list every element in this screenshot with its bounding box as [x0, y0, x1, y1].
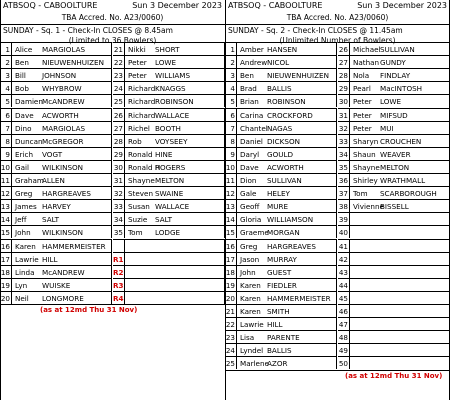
bowler-first-name: Richard	[125, 94, 153, 107]
bowler-first-name: Graham	[12, 173, 40, 186]
bowler-first-name: Gloria	[237, 212, 265, 225]
bowler-first-name: Daniel	[237, 134, 265, 147]
bowler-first-name: Nikki	[125, 42, 153, 55]
bowler-last-name: LONGMORE	[40, 291, 112, 304]
event-title: ATBSOQ - CABOOLTURE	[3, 1, 98, 10]
bowler-last-name: SULLIVAN	[265, 173, 337, 186]
bowler-last-name: WILLIAMS	[153, 68, 225, 81]
bowler-first-name: John	[12, 225, 40, 238]
event-title: ATBSOQ - CABOOLTURE	[228, 1, 323, 10]
bowler-first-name: John	[237, 265, 265, 278]
event-date: Sun 3 December 2023	[132, 1, 222, 10]
row-number: 6	[0, 108, 12, 121]
bowler-first-name: Karen	[12, 239, 40, 252]
bowler-first-name: Shayne	[350, 160, 378, 173]
as-at-note: (as at 12md Thu 31 Nov)	[40, 306, 138, 314]
accreditation-number: TBA Accred. No. A23/0060)	[61, 13, 164, 22]
row-number: 7	[0, 121, 12, 134]
bowler-last-name	[378, 212, 450, 225]
bowler-last-name: DICKSON	[265, 134, 337, 147]
bowler-first-name: Gail	[12, 160, 40, 173]
bowler-first-name: Dave	[12, 108, 40, 121]
bowler-first-name: Erich	[12, 147, 40, 160]
bowler-first-name: Alice	[12, 42, 40, 55]
bowler-last-name: NAGAS	[265, 121, 337, 134]
bowler-first-name: Bob	[12, 81, 40, 94]
row-number: 20	[0, 291, 12, 304]
bowler-first-name: Nathan	[350, 55, 378, 68]
bowler-last-name: ACWORTH	[265, 160, 337, 173]
bowler-first-name	[350, 356, 378, 369]
bowler-last-name: FIEDLER	[265, 278, 337, 291]
row-number: 38	[338, 199, 350, 212]
row-number: 16	[225, 239, 237, 252]
bowler-first-name: Vivienne	[350, 199, 378, 212]
bowler-last-name: HELEY	[265, 186, 337, 199]
row-number: 45	[338, 291, 350, 304]
row-number: 22	[225, 317, 237, 330]
row-number: 26	[338, 42, 350, 55]
row-number: R3	[113, 278, 125, 291]
bowler-first-name: Peter	[350, 108, 378, 121]
bowler-last-name: McANDREW	[40, 265, 112, 278]
row-number: 22	[113, 55, 125, 68]
bowler-first-name: Peter	[350, 121, 378, 134]
row-number	[113, 239, 125, 252]
bowler-last-name: SULLIVAN	[378, 42, 450, 55]
bowler-last-name	[153, 252, 225, 265]
row-number: 15	[0, 225, 12, 238]
bowler-last-name: CROCKFORD	[265, 108, 337, 121]
bowler-first-name: Neil	[12, 291, 40, 304]
bowler-last-name: BOOTH	[153, 121, 225, 134]
bowler-last-name: KNAGGS	[153, 81, 225, 94]
row-number: 34	[113, 212, 125, 225]
bowler-first-name: Lisa	[237, 330, 265, 343]
bowler-first-name: Susan	[125, 199, 153, 212]
row-number: 11	[225, 173, 237, 186]
bowler-first-name: Peter	[125, 68, 153, 81]
bowler-first-name: Carina	[237, 108, 265, 121]
row-number: 4	[0, 81, 12, 94]
bowler-last-name	[378, 252, 450, 265]
bowler-last-name: LODGE	[153, 225, 225, 238]
bowler-first-name: Shayne	[125, 173, 153, 186]
row-number: 49	[338, 343, 350, 356]
bowler-first-name: Tom	[125, 225, 153, 238]
bowler-first-name: Daryl	[237, 147, 265, 160]
bowler-first-name: Damien	[12, 94, 40, 107]
row-number: 9	[225, 147, 237, 160]
event-date: Sun 3 December 2023	[357, 1, 447, 10]
bowler-first-name: Sharyn	[350, 134, 378, 147]
bowler-first-name: Greg	[12, 186, 40, 199]
bowler-last-name	[378, 239, 450, 252]
bowler-last-name: MIFSUD	[378, 108, 450, 121]
bowler-last-name	[378, 343, 450, 356]
bowler-last-name: ROBINSON	[265, 94, 337, 107]
row-number: 20	[225, 291, 237, 304]
bowler-last-name	[378, 225, 450, 238]
row-number: 13	[0, 199, 12, 212]
bowler-first-name: Ben	[12, 55, 40, 68]
bowler-last-name: McGREGOR	[40, 134, 112, 147]
bowler-last-name: MELTON	[378, 160, 450, 173]
bowler-last-name: WILKINSON	[40, 225, 112, 238]
bowler-first-name: Dino	[12, 121, 40, 134]
sectional-2-panel	[225, 0, 450, 400]
bowler-first-name: Michael	[350, 42, 378, 55]
row-number: 1	[225, 42, 237, 55]
row-number: 25	[225, 356, 237, 369]
bowler-first-name	[350, 252, 378, 265]
row-number: 39	[338, 212, 350, 225]
row-number: 34	[338, 147, 350, 160]
bowler-first-name: Steven	[125, 186, 153, 199]
bowler-last-name: McANDREW	[40, 94, 112, 107]
bowler-last-name: NIEUWENHUIZEN	[265, 68, 337, 81]
bowler-first-name	[125, 252, 153, 265]
bowler-last-name	[378, 330, 450, 343]
row-number: 23	[113, 68, 125, 81]
bowler-last-name: BALLIS	[265, 343, 337, 356]
bowler-first-name: Greg	[237, 239, 265, 252]
row-number: 33	[338, 134, 350, 147]
bowler-last-name: WALLACE	[153, 199, 225, 212]
bowler-first-name	[350, 330, 378, 343]
bowler-last-name	[378, 304, 450, 317]
bowler-first-name: Peter	[125, 55, 153, 68]
bowler-first-name	[125, 291, 153, 304]
row-number: 3	[225, 68, 237, 81]
bowler-first-name: Richard	[125, 108, 153, 121]
bowler-first-name: Ben	[237, 68, 265, 81]
row-number: 10	[0, 160, 12, 173]
row-number: 41	[338, 239, 350, 252]
row-number: 29	[113, 147, 125, 160]
bowler-first-name: Lyn	[12, 278, 40, 291]
bowler-first-name: Andrew	[237, 55, 265, 68]
row-number: 16	[0, 239, 12, 252]
bowler-first-name: Jeff	[12, 212, 40, 225]
bowler-last-name: MUI	[378, 121, 450, 134]
row-number: 37	[338, 186, 350, 199]
bowler-last-name: HILL	[265, 317, 337, 330]
row-number: 8	[0, 134, 12, 147]
bowler-last-name: VOGT	[40, 147, 112, 160]
bowler-first-name	[350, 317, 378, 330]
table-bottom-rule	[225, 370, 450, 371]
row-number: 30	[338, 94, 350, 107]
bowler-last-name: SWAINE	[153, 186, 225, 199]
bowler-first-name	[125, 239, 153, 252]
bowler-first-name: Brian	[237, 94, 265, 107]
bowler-first-name: Pearl	[350, 81, 378, 94]
row-number: R2	[113, 265, 125, 278]
bowler-first-name: Suzie	[125, 212, 153, 225]
bowler-first-name	[350, 278, 378, 291]
row-number: 32	[113, 186, 125, 199]
bowler-last-name: MacINTOSH	[378, 81, 450, 94]
bowler-first-name: Dion	[237, 173, 265, 186]
row-number: 1	[0, 42, 12, 55]
bowler-last-name: NIEUWENHUIZEN	[40, 55, 112, 68]
bowler-first-name: Richel	[125, 121, 153, 134]
bowler-last-name: MARGIOLAS	[40, 121, 112, 134]
row-number: 14	[0, 212, 12, 225]
bowler-last-name: AZOR	[265, 356, 337, 369]
bowler-last-name: ROBINSON	[153, 94, 225, 107]
bowler-first-name: Richard	[125, 81, 153, 94]
bowler-first-name: Lawrie	[12, 252, 40, 265]
bowler-first-name: Tom	[350, 186, 378, 199]
bowler-last-name: ACWORTH	[40, 108, 112, 121]
bowler-first-name: Karen	[237, 278, 265, 291]
row-number: 3	[0, 68, 12, 81]
row-number: 10	[225, 160, 237, 173]
row-number: 25	[113, 94, 125, 107]
row-number: 47	[338, 317, 350, 330]
bowler-last-name: HILL	[40, 252, 112, 265]
bowler-first-name	[350, 304, 378, 317]
bowler-first-name	[125, 265, 153, 278]
session-heading: SUNDAY - Sq. 2 - Check-In CLOSES @ 11.45am	[225, 24, 450, 35]
bowler-last-name: SCARBOROUGH	[378, 186, 450, 199]
as-at-note: (as at 12md Thu 31 Nov)	[345, 371, 443, 380]
row-number: 35	[113, 225, 125, 238]
bowler-first-name: Geoff	[237, 199, 265, 212]
row-number: 33	[113, 199, 125, 212]
bowler-last-name: ALLEN	[40, 173, 112, 186]
row-number: 17	[0, 252, 12, 265]
row-number: 7	[225, 121, 237, 134]
bowler-last-name: HARVEY	[40, 199, 112, 212]
bowler-last-name: LOWE	[378, 94, 450, 107]
bowler-first-name: Gale	[237, 186, 265, 199]
session-limit: (Limited to 36 Bowlers)	[68, 36, 157, 45]
row-number: 8	[225, 134, 237, 147]
bowler-first-name	[350, 291, 378, 304]
bowler-last-name: LOWE	[153, 55, 225, 68]
bowler-last-name: BISSELL	[378, 199, 450, 212]
bowler-first-name: James	[12, 199, 40, 212]
row-number: 24	[113, 81, 125, 94]
bowler-last-name: HINE	[153, 147, 225, 160]
row-number: 5	[0, 94, 12, 107]
bowler-last-name: WILKINSON	[40, 160, 112, 173]
bowler-last-name: MORGAN	[265, 225, 337, 238]
row-number: 28	[113, 134, 125, 147]
bowler-last-name: WEAVER	[378, 147, 450, 160]
bowler-last-name: HANSEN	[265, 42, 337, 55]
bowler-last-name	[378, 265, 450, 278]
row-number: 6	[225, 108, 237, 121]
bowler-first-name	[125, 278, 153, 291]
row-number: 12	[0, 186, 12, 199]
row-number: 2	[0, 55, 12, 68]
bowler-last-name	[378, 356, 450, 369]
row-number: 42	[338, 252, 350, 265]
bowler-first-name: Ronald H	[125, 160, 153, 173]
bowler-last-name	[378, 278, 450, 291]
left-border	[0, 0, 1, 400]
bowler-first-name	[350, 343, 378, 356]
accreditation-number: TBA Accred. No. A23/0060)	[286, 13, 389, 22]
bowler-first-name: Ronald	[125, 147, 153, 160]
row-number: 46	[338, 304, 350, 317]
bowler-first-name	[350, 225, 378, 238]
row-number: 35	[338, 160, 350, 173]
row-number: 9	[0, 147, 12, 160]
bowler-first-name: Peter	[350, 94, 378, 107]
row-number: 18	[0, 265, 12, 278]
bowler-last-name: MURE	[265, 199, 337, 212]
bowler-first-name: Bill	[12, 68, 40, 81]
bowler-first-name: Nola	[350, 68, 378, 81]
row-number: 12	[225, 186, 237, 199]
bowler-last-name: SMITH	[265, 304, 337, 317]
bowler-last-name: WHYBROW	[40, 81, 112, 94]
bowler-last-name: WUISKE	[40, 278, 112, 291]
row-number: 2	[225, 55, 237, 68]
bowler-last-name: BALLIS	[265, 81, 337, 94]
bowler-last-name: HAMMERMEISTER	[265, 291, 337, 304]
bowler-last-name: HARGREAVES	[265, 239, 337, 252]
row-number: 19	[225, 278, 237, 291]
row-number: 31	[113, 173, 125, 186]
bowler-last-name: WALLACE	[153, 108, 225, 121]
bowler-first-name: Lyndel	[237, 343, 265, 356]
row-number: 27	[113, 121, 125, 134]
row-number: 28	[338, 68, 350, 81]
bowler-last-name: SHORT	[153, 42, 225, 55]
row-number: 31	[338, 108, 350, 121]
bowler-last-name: GUEST	[265, 265, 337, 278]
table-bottom-rule	[0, 304, 225, 305]
bowler-last-name: HARGREAVES	[40, 186, 112, 199]
bowler-last-name	[378, 291, 450, 304]
bowler-last-name: VOYSEEY	[153, 134, 225, 147]
row-number: 36	[338, 173, 350, 186]
row-number: 21	[113, 42, 125, 55]
row-number: 11	[0, 173, 12, 186]
bowler-first-name: Shaun	[350, 147, 378, 160]
row-number: 29	[338, 81, 350, 94]
row-number: 32	[338, 121, 350, 134]
bowler-first-name: Amber	[237, 42, 265, 55]
bowler-last-name	[378, 317, 450, 330]
row-number: 5	[225, 94, 237, 107]
bowler-last-name: JOHNSON	[40, 68, 112, 81]
bowler-last-name: NICOL	[265, 55, 337, 68]
row-number: 21	[225, 304, 237, 317]
row-number: 44	[338, 278, 350, 291]
bowler-last-name: WRATHMALL	[378, 173, 450, 186]
bowler-last-name: FINDLAY	[378, 68, 450, 81]
bowler-first-name	[350, 239, 378, 252]
row-number: 13	[225, 199, 237, 212]
row-number: 4	[225, 81, 237, 94]
row-number: 50	[338, 356, 350, 369]
row-number: 43	[338, 265, 350, 278]
bowler-last-name	[153, 265, 225, 278]
bowler-last-name: GOULD	[265, 147, 337, 160]
bowler-last-name: HAMMERMEISTER	[40, 239, 112, 252]
bowler-last-name	[153, 239, 225, 252]
center-divider	[225, 0, 226, 400]
bowler-first-name: Graeme	[237, 225, 265, 238]
bowler-last-name	[153, 278, 225, 291]
row-number: 15	[225, 225, 237, 238]
bowler-first-name: Lawrie	[237, 317, 265, 330]
session-heading: SUNDAY - Sq. 1 - Check-In CLOSES @ 8.45am	[0, 24, 225, 35]
bowler-last-name	[153, 291, 225, 304]
row-number: 18	[225, 265, 237, 278]
row-number: 48	[338, 330, 350, 343]
row-number: R1	[113, 252, 125, 265]
session-limit: (Unlimited Number of Bowlers)	[279, 36, 396, 45]
bowler-first-name: Chantel	[237, 121, 265, 134]
bowler-first-name	[350, 265, 378, 278]
row-number: 24	[225, 343, 237, 356]
header-title-row	[225, 0, 450, 12]
bowler-last-name: PARENTE	[265, 330, 337, 343]
row-number: 26	[113, 108, 125, 121]
bowler-first-name: Shirley	[350, 173, 378, 186]
bowler-last-name: SALT	[153, 212, 225, 225]
row-number: 17	[225, 252, 237, 265]
header-title-row	[0, 0, 225, 12]
row-number: 23	[225, 330, 237, 343]
bowler-first-name: Karen	[237, 304, 265, 317]
row-number: 19	[0, 278, 12, 291]
bowler-last-name: MARGIOLAS	[40, 42, 112, 55]
bowler-last-name: WILLIAMSON	[265, 212, 337, 225]
row-number: 27	[338, 55, 350, 68]
bowler-first-name: Marlene	[237, 356, 265, 369]
bowler-last-name: MELTON	[153, 173, 225, 186]
bowler-last-name: MURRAY	[265, 252, 337, 265]
bowler-first-name: Rob	[125, 134, 153, 147]
row-number: 30	[113, 160, 125, 173]
bowler-last-name: GUNDY	[378, 55, 450, 68]
row-number: R4	[113, 291, 125, 304]
row-number: 40	[338, 225, 350, 238]
row-number: 14	[225, 212, 237, 225]
bowler-first-name: Linda	[12, 265, 40, 278]
bowler-first-name: Brad	[237, 81, 265, 94]
bowler-first-name: Dave	[237, 160, 265, 173]
bowler-first-name: Duncan	[12, 134, 40, 147]
bowler-first-name: Jason	[237, 252, 265, 265]
bowler-first-name: Karen	[237, 291, 265, 304]
bowler-last-name: CROUCHEN	[378, 134, 450, 147]
bowler-first-name	[350, 212, 378, 225]
bowler-last-name: ROGERS	[153, 160, 225, 173]
bowler-last-name: SALT	[40, 212, 112, 225]
